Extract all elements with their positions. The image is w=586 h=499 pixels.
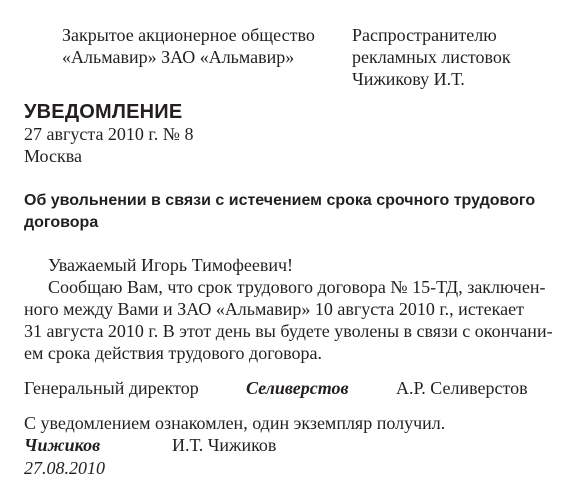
document-subject [24, 190, 535, 234]
greeting: Уважаемый Игорь Тимофеевич! [48, 255, 294, 275]
organization-line-2: «Альмавир» ЗАО «Альмавир» [62, 47, 295, 67]
letter-body [24, 254, 564, 364]
acknowledgement-date: 27.08.2010 [24, 458, 105, 478]
body-line-4: ем срока действия трудового договора. [24, 343, 323, 363]
employee-signature: Чижиков [24, 435, 101, 455]
employee-name: И.Т. Чижиков [172, 435, 277, 455]
acknowledgement-text: С уведомлением ознакомлен, один экземпляр получил. [24, 413, 446, 433]
director-signature: Селиверстов [246, 378, 349, 398]
addressee-block [352, 24, 511, 90]
director-name: А.Р. Селиверстов [396, 378, 528, 398]
subject-line-2: договора [24, 214, 99, 231]
document-place: Москва [24, 146, 82, 166]
addressee-line-1: Распространителю [352, 25, 497, 45]
document-date-number: 27 августа 2010 г. № 8 [24, 124, 194, 144]
body-line-2: ного между Вами и ЗАО «Альмавир» 10 августа 2010 г., истекает [24, 299, 524, 319]
organization-block [62, 24, 315, 68]
addressee-line-3: Чижикову И.Т. [352, 69, 465, 89]
subject-line-1: Об увольнении в связи с истечением срока срочного трудового [24, 192, 536, 209]
body-line-3: 31 августа 2010 г. В этот день вы будете уволены в связи с окончани- [24, 321, 553, 341]
body-line-1: Сообщаю Вам, что срок трудового договора № 15-ТД, заключен- [48, 277, 546, 297]
signatory-position: Генеральный директор [24, 378, 199, 398]
document-type: УВЕДОМЛЕНИЕ [24, 101, 183, 123]
organization-line-1: Закрытое акционерное общество [62, 25, 315, 45]
addressee-line-2: рекламных листовок [352, 47, 511, 67]
